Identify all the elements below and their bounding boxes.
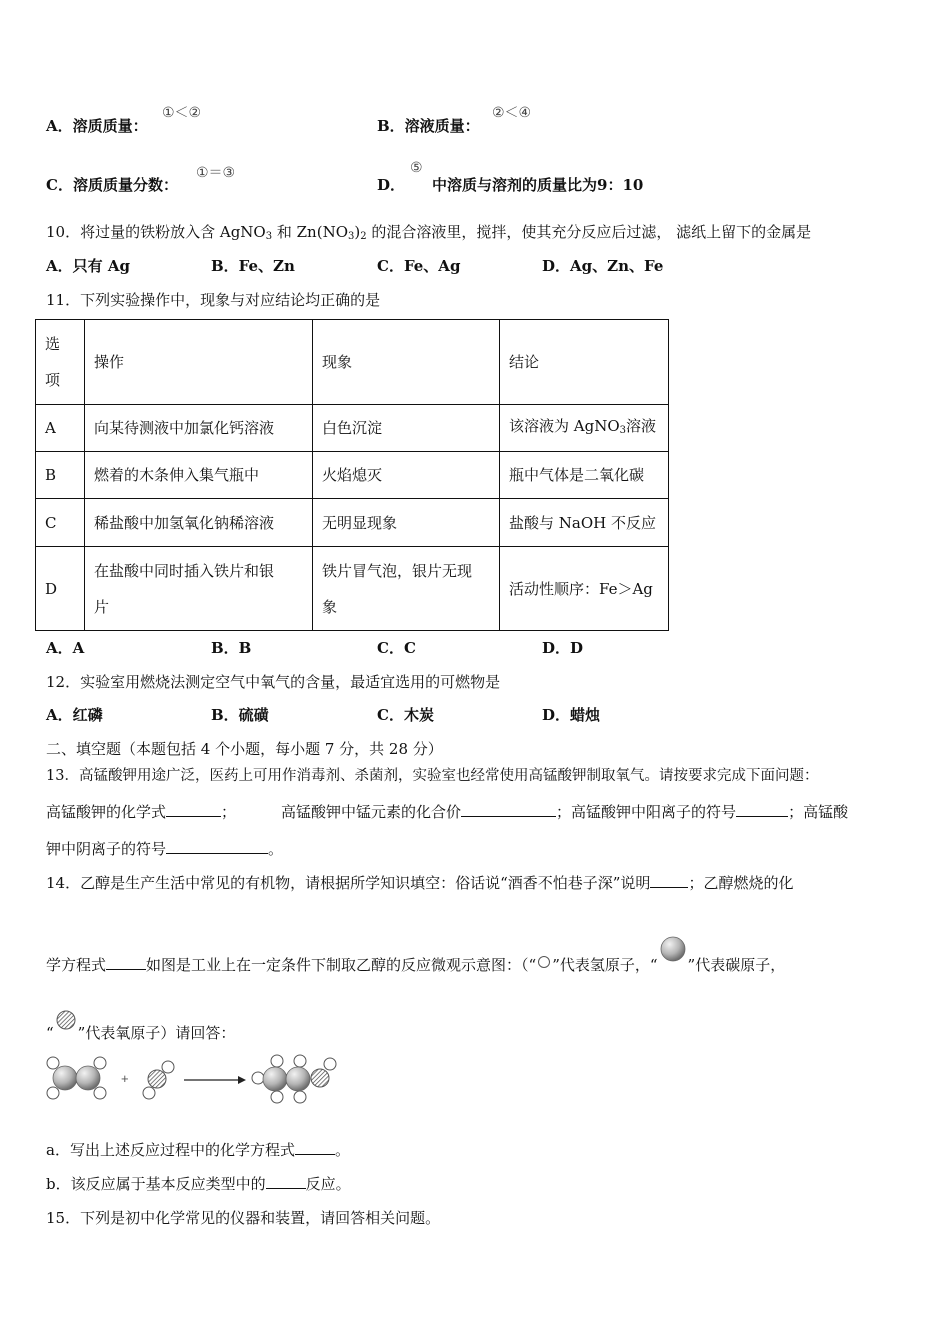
q13-line2: 高锰酸钾的化学式 ； 高锰酸钾中锰元素的化合价 ；高锰酸钾中阳离子的符号 ；高锰酸 xyxy=(46,803,849,821)
answer-blank[interactable] xyxy=(650,873,688,888)
reaction-arrow-icon xyxy=(184,1076,246,1084)
ethanol-molecule-icon xyxy=(252,1055,336,1103)
q11-option-a: A．A xyxy=(46,639,85,657)
q12-option-b: B．硫磺 xyxy=(211,706,269,724)
cell-phenomenon: 火焰熄灭 xyxy=(313,452,500,499)
q9-option-c: C．溶质质量分数： xyxy=(46,176,178,194)
cell-conclusion: 该溶液为 AgNO$_3$溶液 xyxy=(500,405,669,452)
cell-phenomenon: 无明显现象 xyxy=(313,499,500,547)
q9-option-d-value: ⑤ xyxy=(410,160,423,176)
q12-option-c: C．木炭 xyxy=(377,706,434,724)
q9-option-d: D． xyxy=(377,176,406,194)
cell-phenomenon: 白色沉淀 xyxy=(313,405,500,452)
cell-option: C xyxy=(36,499,85,547)
table-header-row xyxy=(36,320,669,405)
table-row xyxy=(36,547,669,631)
q9-option-b-value: ②＜④ xyxy=(492,105,532,121)
q14-line2: 学方程式 如图是工业上在一定条件下制取乙醇的反应微观示意图：（“ ”代表氢原子，“ ”代表碳原子， xyxy=(46,934,785,975)
q10-stem: 10．将过量的铁粉放入含 AgNO$_3$ 和 $Zn(NO_3)_2$ 的混合溶液里，搅拌，使其充分反应后过滤， 滤纸上留下的金属是 xyxy=(46,223,812,242)
table-row xyxy=(36,452,669,499)
oxygen-atom-icon xyxy=(54,1009,78,1033)
cell-operation: 燃着的木条伸入集气瓶中 xyxy=(85,452,313,499)
section-2-title: 二、填空题（本题包括 4 个小题，每小题 7 分，共 28 分） xyxy=(46,740,443,758)
q10-option-c: C．Fe、Ag xyxy=(377,257,461,275)
q10-option-d: D．Ag、Zn、Fe xyxy=(542,257,664,275)
q11-option-d: D．D xyxy=(542,639,584,657)
plus-sign: + xyxy=(121,1071,129,1086)
cell-operation: 在盐酸中同时插入铁片和银 片 xyxy=(85,547,313,631)
answer-blank[interactable] xyxy=(736,802,788,817)
q9-option-b: B．溶液质量： xyxy=(377,117,480,135)
cell-conclusion: 盐酸与 NaOH 不反应 xyxy=(500,499,669,547)
cell-option: D xyxy=(36,547,85,631)
q11-option-b: B．B xyxy=(211,639,252,657)
carbon-atom-icon xyxy=(658,934,688,964)
q14-line1: 14．乙醇是生产生活中常见的有机物，请根据所学知识填空：俗话说“酒香不怕巷子深”说明 ；乙醇燃烧的化 xyxy=(46,874,794,892)
answer-blank[interactable] xyxy=(106,955,146,970)
q14-sub-b: b．该反应属于基本反应类型中的 反应。 xyxy=(46,1175,351,1193)
ethylene-molecule-icon xyxy=(47,1057,106,1099)
header-operation: 操作 xyxy=(85,320,313,405)
cell-conclusion: 活动性顺序：Fe＞Ag xyxy=(500,547,669,631)
answer-blank[interactable] xyxy=(461,802,556,817)
answer-blank[interactable] xyxy=(295,1140,335,1155)
q12-option-d: D．蜡烛 xyxy=(542,706,601,724)
answer-blank[interactable] xyxy=(266,1174,306,1189)
q14-sub-a: a．写出上述反应过程中的化学方程式 。 xyxy=(46,1141,350,1159)
q12-option-a: A．红磷 xyxy=(46,706,103,724)
q10-option-a: A．只有 Ag xyxy=(46,257,130,275)
q10-option-b: B．Fe、Zn xyxy=(211,257,295,275)
q11-option-c: C．C xyxy=(377,639,416,657)
cell-option: B xyxy=(36,452,85,499)
q9-option-d-text: 中溶质与溶剂的质量比为9：10 xyxy=(432,176,644,194)
q13-line3: 钾中阴离子的符号 。 xyxy=(46,840,284,858)
cell-operation: 向某待测液中加氯化钙溶液 xyxy=(85,405,313,452)
cell-phenomenon: 铁片冒气泡，银片无现 象 xyxy=(313,547,500,631)
header-option: 选 项 xyxy=(36,320,85,405)
q9-option-a: A．溶质质量： xyxy=(46,117,148,135)
q9-option-c-value: ①＝③ xyxy=(196,165,236,181)
q9-option-a-value: ①＜② xyxy=(162,105,202,121)
cell-operation: 稀盐酸中加氢氧化钠稀溶液 xyxy=(85,499,313,547)
answer-blank[interactable] xyxy=(166,802,221,817)
q11-stem: 11．下列实验操作中，现象与对应结论均正确的是 xyxy=(46,291,381,309)
hydrogen-atom-icon xyxy=(536,955,552,971)
cell-conclusion: 瓶中气体是二氧化碳 xyxy=(500,452,669,499)
cell-option: A xyxy=(36,405,85,452)
q12-stem: 12．实验室用燃烧法测定空气中氧气的含量，最适宜选用的可燃物是 xyxy=(46,673,501,691)
q11-table xyxy=(35,319,669,631)
q13-line1: 13．高锰酸钾用途广泛，医药上可用作消毒剂、杀菌剂，实验室也经常使用高锰酸钾制取氧气。请按要求完成下面问题： xyxy=(46,768,819,784)
header-phenomenon: 现象 xyxy=(313,320,500,405)
q14-line3: “ ”代表氧原子）请回答： xyxy=(46,1009,235,1043)
q15-stem: 15．下列是初中化学常见的仪器和装置，请回答相关问题。 xyxy=(46,1209,441,1227)
header-conclusion: 结论 xyxy=(500,320,669,405)
water-molecule-icon xyxy=(143,1061,174,1099)
table-row xyxy=(36,405,669,452)
answer-blank[interactable] xyxy=(166,839,268,854)
table-row xyxy=(36,499,669,547)
reaction-diagram xyxy=(42,1048,342,1110)
